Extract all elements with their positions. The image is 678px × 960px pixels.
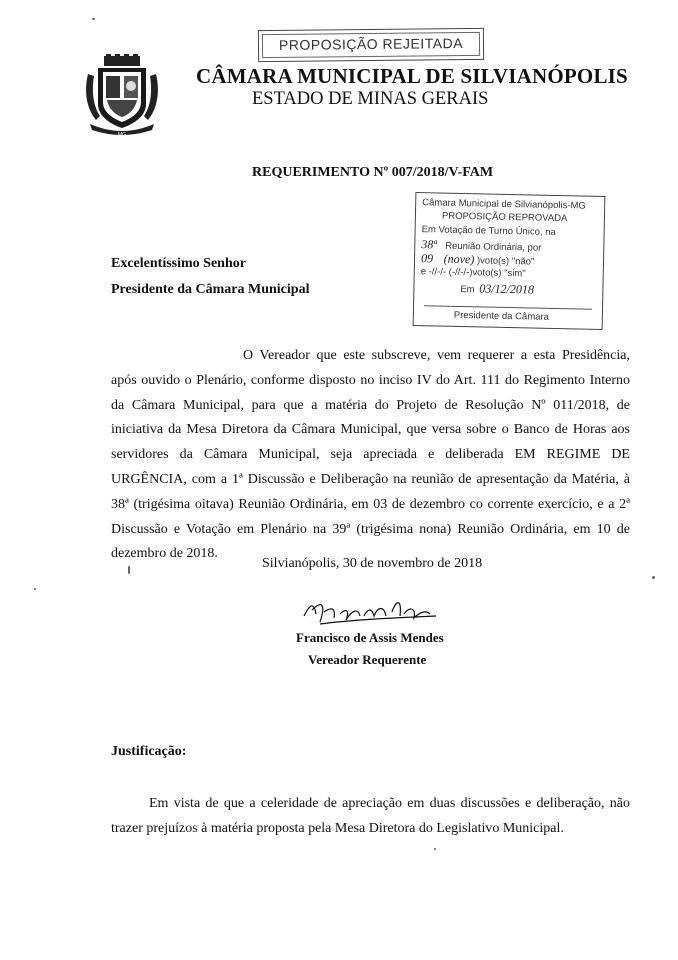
stamp-line-3: Em Votação de Turno Único, na [421, 224, 556, 238]
stamp-line-2: PROPOSIÇÃO REPROVADA [441, 210, 568, 225]
scan-speck [92, 18, 95, 20]
signer-role: Vereador Requerente [308, 652, 427, 667]
document-title: REQUERIMENTO Nº 007/2018/V-FAM [252, 165, 494, 180]
stamp-line-1: Câmara Municipal de Silvianópolis-MG [422, 197, 586, 212]
stamp-fill-date: 03/12/2018 [479, 281, 535, 297]
header-subtitle: ESTADO DE MINAS GERAIS [252, 89, 489, 109]
scan-speck [652, 576, 655, 579]
justification-heading: Justificação: [111, 744, 187, 759]
place-and-date: Silvianópolis, 30 de novembro de 2018 [262, 556, 483, 571]
salutation-line-2: Presidente da Câmara Municipal [111, 282, 310, 297]
stamp-line-6: e -//-/- (-//-/-)voto(s) "sim" [420, 266, 526, 280]
vote-result-stamp [413, 192, 606, 330]
coat-of-arms-label: MG [117, 132, 127, 138]
stamp-fill-votes-number: 09 [420, 251, 434, 266]
stamp-fill-session: 38ª [421, 237, 437, 252]
justification-body [111, 791, 630, 841]
justification-body-text: Em vista de que a celeridade de apreciação em duas discussões e deliberação, não trazer prejuízos à matéria proposta pela Mesa Diretora do Legislativo Municipal. [111, 796, 630, 836]
coat-of-arms-emblem [82, 54, 162, 138]
stamp-line-8: Presidente da Câmara [453, 309, 550, 323]
signer-name: Francisco de Assis Mendes [296, 630, 444, 645]
salutation-line-1: Excelentíssimo Senhor [111, 256, 246, 271]
header-title: CÂMARA MUNICIPAL DE SILVIANÓPOLIS [196, 64, 628, 88]
scan-speck [128, 566, 130, 574]
rejected-stamp-text: PROPOSIÇÃO REJEITADA [278, 35, 464, 53]
rejected-stamp [258, 28, 484, 62]
scan-speck [34, 588, 36, 590]
request-body [111, 344, 630, 567]
handwritten-signature [300, 596, 448, 630]
request-body-text: O Vereador que este subscreve, vem requerer a esta Presidência, após ouvido o Plenário, conforme disposto no inciso IV do Art. 111 do Regimento Interno da Câmara Municipal, para que a matéria do Projeto de Resolução Nº 011/2018, de iniciativa da Mesa Diretora da Câmara Municipal, que versa sobre o Banco de Horas aos servidores da Câmara Municipal, seja apreciada e deliberada EM REGIME DE URGÊNCIA, com a 1ª Discussão e Deliberação na reunião de apresentação da Matéria, à 38ª (trigésima oitava) Reunião Ordinária, em 03 de dezembro co corrente exercício, e a 2ª Discussão e Votação em Plenário na 39ª (trigésima nona) Reunião Ordinária, em 10 de dezembro de 2018. [111, 348, 630, 562]
stamp-line-5: )voto(s) "não" [476, 255, 535, 268]
scan-speck [434, 848, 436, 850]
stamp-line-4: Reunião Ordinária, por [445, 240, 542, 254]
stamp-fill-votes-words: (nove) [443, 251, 475, 267]
stamp-line-7: Em [460, 283, 475, 296]
